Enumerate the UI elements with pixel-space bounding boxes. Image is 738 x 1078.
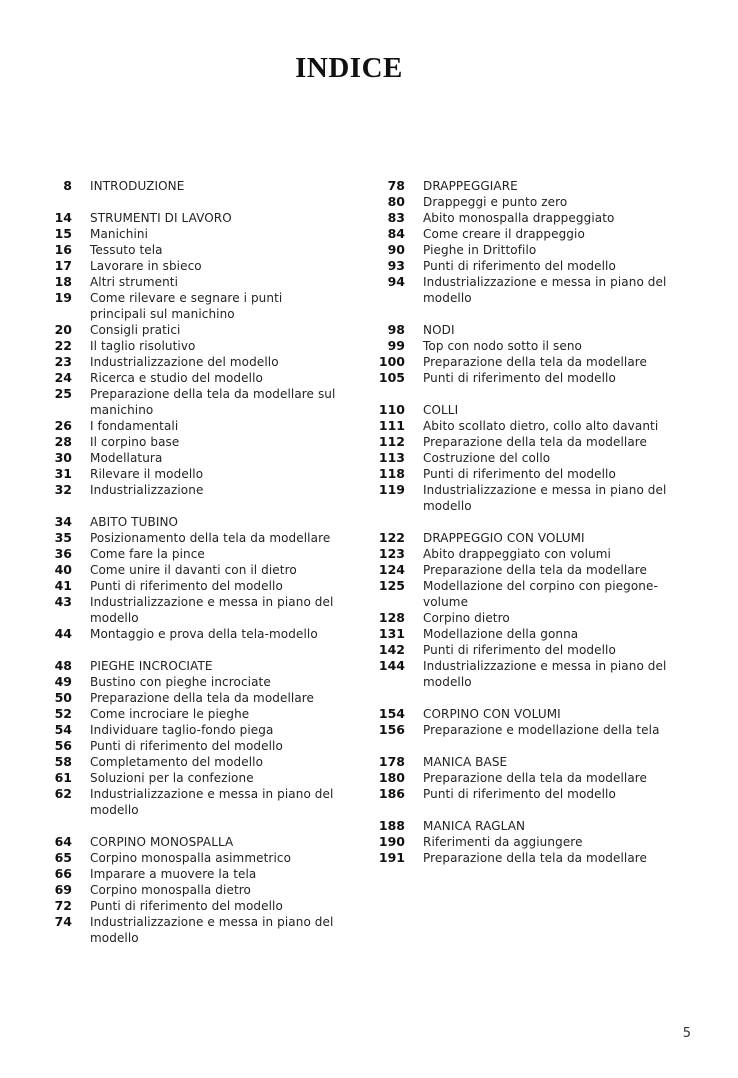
toc-section xyxy=(373,322,673,386)
toc-entry[interactable] xyxy=(40,258,340,274)
toc-entry-title: Top con nodo sotto il seno xyxy=(423,339,582,353)
toc-entry[interactable] xyxy=(373,434,673,450)
toc-entry-title: Come incrociare le pieghe xyxy=(90,707,250,721)
toc-page-number: 131 xyxy=(378,626,405,641)
toc-entry[interactable] xyxy=(373,370,673,386)
toc-page-number: 35 xyxy=(54,530,72,545)
toc-section-heading[interactable] xyxy=(373,322,673,338)
toc-entry[interactable] xyxy=(40,626,340,642)
toc-entry[interactable] xyxy=(373,850,673,866)
toc-page-number: 50 xyxy=(54,690,72,705)
page-title: INDICE xyxy=(295,52,403,84)
toc-entry[interactable] xyxy=(373,338,673,354)
toc-page-number: 44 xyxy=(54,626,72,641)
toc-entry-title: Industrializzazione e messa in piano del modello xyxy=(423,483,667,513)
toc-section-heading[interactable] xyxy=(40,514,340,530)
toc-entry[interactable] xyxy=(373,274,673,306)
toc-entry-title: Punti di riferimento del modello xyxy=(423,787,616,801)
toc-page-number: 94 xyxy=(387,274,405,289)
toc-entry[interactable] xyxy=(373,610,673,626)
toc-page-number: 66 xyxy=(54,866,72,881)
toc-section xyxy=(373,706,673,738)
toc-entry-title: Preparazione e modellazione della tela xyxy=(423,723,660,737)
toc-entry[interactable] xyxy=(373,210,673,226)
toc-left-column xyxy=(40,178,340,962)
toc-entry-title: Industrializzazione e messa in piano del modello xyxy=(90,595,334,625)
toc-entry-title: Tessuto tela xyxy=(90,243,163,257)
toc-entry[interactable] xyxy=(373,546,673,562)
toc-entry[interactable] xyxy=(40,290,340,322)
toc-page-number: 62 xyxy=(54,786,72,801)
toc-page-number: 16 xyxy=(54,242,72,257)
toc-entry[interactable] xyxy=(40,242,340,258)
toc-entry-title: Preparazione della tela da modellare xyxy=(423,851,648,865)
toc-entry[interactable] xyxy=(373,482,673,514)
toc-entry[interactable] xyxy=(40,370,340,386)
toc-entry[interactable] xyxy=(40,434,340,450)
toc-entry[interactable] xyxy=(40,226,340,242)
toc-section-heading[interactable] xyxy=(373,178,673,194)
toc-page-number: 19 xyxy=(54,290,72,305)
toc-entry[interactable] xyxy=(40,594,340,626)
toc-entry-title: Il corpino base xyxy=(90,435,180,449)
toc-page-number: 156 xyxy=(378,722,405,737)
toc-entry[interactable] xyxy=(373,642,673,658)
toc-page-number: 98 xyxy=(387,322,405,337)
toc-entry[interactable] xyxy=(373,770,673,786)
toc-page-number: 65 xyxy=(54,850,72,865)
toc-page-number: 186 xyxy=(378,786,405,801)
toc-page-number: 180 xyxy=(378,770,405,785)
toc-entry-title: Consigli pratici xyxy=(90,323,181,337)
toc-page-number: 69 xyxy=(54,882,72,897)
toc-page-number: 112 xyxy=(378,434,405,449)
toc-page-number: 93 xyxy=(387,258,405,273)
toc-entry[interactable] xyxy=(40,546,340,562)
toc-entry[interactable] xyxy=(373,418,673,434)
toc-page-number: 125 xyxy=(378,578,405,593)
toc-page-number: 31 xyxy=(54,466,72,481)
toc-entry[interactable] xyxy=(373,722,673,738)
toc-page-number: 128 xyxy=(378,610,405,625)
toc-page-number: 26 xyxy=(54,418,72,433)
toc-page-number: 14 xyxy=(54,210,72,225)
toc-entry-title: MANICA BASE xyxy=(423,755,508,769)
toc-entry-title: Corpino dietro xyxy=(423,611,510,625)
toc-page-number: 100 xyxy=(378,354,405,369)
toc-page-number: 56 xyxy=(54,738,72,753)
toc-entry-title: Preparazione della tela da modellare xyxy=(423,771,648,785)
toc-entry-title: Punti di riferimento del modello xyxy=(423,467,616,481)
toc-page-number: 34 xyxy=(54,514,72,529)
toc-entry[interactable] xyxy=(373,450,673,466)
toc-section xyxy=(373,402,673,514)
toc-entry-title: Come creare il drappeggio xyxy=(423,227,585,241)
toc-page-number: 144 xyxy=(378,658,405,673)
toc-entry-title: Bustino con pieghe incrociate xyxy=(90,675,271,689)
toc-page-number: 190 xyxy=(378,834,405,849)
toc-page-number: 64 xyxy=(54,834,72,849)
toc-entry[interactable] xyxy=(40,418,340,434)
toc-section xyxy=(373,754,673,802)
toc-entry-title: Preparazione della tela da modellare xyxy=(90,691,315,705)
toc-entry-title: Industrializzazione e messa in piano del modello xyxy=(90,915,334,945)
toc-entry-title: Industrializzazione e messa in piano del modello xyxy=(90,787,334,817)
toc-entry-title: PIEGHE INCROCIATE xyxy=(90,659,213,673)
toc-entry-title: Punti di riferimento del modello xyxy=(423,371,616,385)
toc-page-number: 48 xyxy=(54,658,72,673)
toc-page-number: 83 xyxy=(387,210,405,225)
toc-page-number: 142 xyxy=(378,642,405,657)
toc-entry-title: ABITO TUBINO xyxy=(90,515,179,529)
toc-section xyxy=(40,834,340,946)
toc-entry[interactable] xyxy=(40,898,340,914)
toc-entry-title: I fondamentali xyxy=(90,419,179,433)
toc-page-number: 119 xyxy=(378,482,405,497)
toc-entry-title: Come rilevare e segnare i punti principali sul manichino xyxy=(90,291,283,321)
toc-entry[interactable] xyxy=(373,354,673,370)
toc-entry-title: Abito drappeggiato con volumi xyxy=(423,547,611,561)
toc-entry-title: Punti di riferimento del modello xyxy=(90,899,283,913)
toc-entry-title: Industrializzazione del modello xyxy=(90,355,279,369)
toc-page-number: 191 xyxy=(378,850,405,865)
toc-entry-title: Montaggio e prova della tela-modello xyxy=(90,627,318,641)
toc-entry-title: Manichini xyxy=(90,227,149,241)
toc-section-heading[interactable] xyxy=(40,178,340,194)
toc-entry-title: Corpino monospalla asimmetrico xyxy=(90,851,292,865)
toc-page-number: 124 xyxy=(378,562,405,577)
toc-entry[interactable] xyxy=(40,754,340,770)
toc-entry-title: INTRODUZIONE xyxy=(90,179,185,193)
toc-section-heading[interactable] xyxy=(373,754,673,770)
toc-entry-title: Il taglio risolutivo xyxy=(90,339,196,353)
toc-right-column xyxy=(373,178,673,882)
toc-page-number: 78 xyxy=(387,178,405,193)
toc-entry[interactable] xyxy=(373,658,673,690)
toc-entry-title: Punti di riferimento del modello xyxy=(423,259,616,273)
toc-entry-title: DRAPPEGGIO CON VOLUMI xyxy=(423,531,585,545)
toc-entry[interactable] xyxy=(40,770,340,786)
toc-entry[interactable] xyxy=(40,274,340,290)
toc-page-number: 105 xyxy=(378,370,405,385)
toc-entry-title: CORPINO MONOSPALLA xyxy=(90,835,234,849)
toc-section-heading[interactable] xyxy=(373,530,673,546)
toc-entry-title: Come fare la pince xyxy=(90,547,205,561)
toc-page-number: 90 xyxy=(387,242,405,257)
toc-page-number: 178 xyxy=(378,754,405,769)
toc-entry-title: Abito monospalla drappeggiato xyxy=(423,211,615,225)
toc-entry-title: Pieghe in Drittofilo xyxy=(423,243,537,257)
toc-entry[interactable] xyxy=(373,258,673,274)
toc-page-number: 61 xyxy=(54,770,72,785)
toc-entry-title: Preparazione della tela da modellare xyxy=(423,355,648,369)
toc-page-number: 52 xyxy=(54,706,72,721)
toc-entry-title: Modellatura xyxy=(90,451,163,465)
toc-page-number: 123 xyxy=(378,546,405,561)
toc-section-heading[interactable] xyxy=(40,658,340,674)
toc-page-number: 24 xyxy=(54,370,72,385)
toc-entry-title: Drappeggi e punto zero xyxy=(423,195,568,209)
toc-page-number: 8 xyxy=(63,178,72,193)
toc-page-number: 17 xyxy=(54,258,72,273)
toc-page-number: 72 xyxy=(54,898,72,913)
toc-entry-title: Preparazione della tela da modellare xyxy=(423,435,648,449)
toc-page-number: 18 xyxy=(54,274,72,289)
toc-page-number: 41 xyxy=(54,578,72,593)
toc-entry-title: Industrializzazione xyxy=(90,483,204,497)
toc-section xyxy=(40,514,340,642)
toc-entry-title: Modellazione della gonna xyxy=(423,627,579,641)
toc-entry-title: Riferimenti da aggiungere xyxy=(423,835,583,849)
toc-entry[interactable] xyxy=(373,466,673,482)
toc-page-number: 74 xyxy=(54,914,72,929)
toc-entry-title: Costruzione del collo xyxy=(423,451,551,465)
toc-page-number: 110 xyxy=(378,402,405,417)
toc-entry-title: Industrializzazione e messa in piano del modello xyxy=(423,275,667,305)
toc-entry-title: NODI xyxy=(423,323,455,337)
toc-entry[interactable] xyxy=(40,338,340,354)
toc-entry-title: STRUMENTI DI LAVORO xyxy=(90,211,232,225)
toc-entry[interactable] xyxy=(40,354,340,370)
toc-entry[interactable] xyxy=(40,882,340,898)
toc-entry[interactable] xyxy=(40,722,340,738)
toc-page-number: 25 xyxy=(54,386,72,401)
toc-section xyxy=(373,530,673,690)
toc-page-number: 154 xyxy=(378,706,405,721)
toc-entry[interactable] xyxy=(373,226,673,242)
toc-section xyxy=(40,178,340,194)
toc-entry[interactable] xyxy=(40,578,340,594)
page-number: 5 xyxy=(682,1026,691,1041)
toc-entry-title: Punti di riferimento del modello xyxy=(90,739,283,753)
toc-page-number: 22 xyxy=(54,338,72,353)
toc-page-number: 15 xyxy=(54,226,72,241)
toc-page-number: 113 xyxy=(378,450,405,465)
toc-section-heading[interactable] xyxy=(40,834,340,850)
toc-entry[interactable] xyxy=(373,194,673,210)
toc-page-number: 30 xyxy=(54,450,72,465)
toc-entry-title: DRAPPEGGIARE xyxy=(423,179,518,193)
toc-page-number: 58 xyxy=(54,754,72,769)
toc-page-number: 111 xyxy=(378,418,405,433)
toc-entry-title: Posizionamento della tela da modellare xyxy=(90,531,331,545)
toc-section xyxy=(40,210,340,498)
toc-page-number: 99 xyxy=(387,338,405,353)
toc-entry[interactable] xyxy=(40,322,340,338)
toc-entry-title: Abito scollato dietro, collo alto davanti xyxy=(423,419,659,433)
toc-entry[interactable] xyxy=(40,866,340,882)
toc-entry-title: Industrializzazione e messa in piano del modello xyxy=(423,659,667,689)
toc-page-number: 118 xyxy=(378,466,405,481)
toc-page-number: 40 xyxy=(54,562,72,577)
toc-entry-title: Completamento del modello xyxy=(90,755,264,769)
toc-entry-title: Punti di riferimento del modello xyxy=(90,579,283,593)
toc-entry[interactable] xyxy=(40,466,340,482)
toc-entry[interactable] xyxy=(373,562,673,578)
toc-page-number: 80 xyxy=(387,194,405,209)
toc-entry-title: Come unire il davanti con il dietro xyxy=(90,563,297,577)
toc-section xyxy=(373,818,673,866)
toc-entry-title: Ricerca e studio del modello xyxy=(90,371,263,385)
toc-entry-title: Punti di riferimento del modello xyxy=(423,643,616,657)
toc-page-number: 54 xyxy=(54,722,72,737)
toc-entry-title: Preparazione della tela da modellare xyxy=(423,563,648,577)
toc-entry[interactable] xyxy=(40,386,340,418)
toc-entry[interactable] xyxy=(40,674,340,690)
toc-entry[interactable] xyxy=(40,562,340,578)
toc-entry-title: Individuare taglio-fondo piega xyxy=(90,723,274,737)
toc-entry[interactable] xyxy=(40,706,340,722)
toc-entry-title: Rilevare il modello xyxy=(90,467,204,481)
toc-entry[interactable] xyxy=(40,738,340,754)
toc-page-number: 32 xyxy=(54,482,72,497)
toc-entry-title: COLLI xyxy=(423,403,459,417)
toc-page-number: 49 xyxy=(54,674,72,689)
toc-entry[interactable] xyxy=(40,482,340,498)
toc-section xyxy=(40,658,340,818)
toc-entry[interactable] xyxy=(373,626,673,642)
toc-section-heading[interactable] xyxy=(373,402,673,418)
toc-entry[interactable] xyxy=(373,834,673,850)
toc-page-number: 28 xyxy=(54,434,72,449)
toc-page-number: 122 xyxy=(378,530,405,545)
toc-page-number: 20 xyxy=(54,322,72,337)
toc-entry-title: CORPINO CON VOLUMI xyxy=(423,707,561,721)
toc-section-heading[interactable] xyxy=(373,706,673,722)
toc-entry[interactable] xyxy=(40,850,340,866)
toc-entry-title: Lavorare in sbieco xyxy=(90,259,202,273)
toc-entry-title: Modellazione del corpino con piegone-volume xyxy=(423,579,658,609)
toc-page-number: 188 xyxy=(378,818,405,833)
toc-entry-title: Corpino monospalla dietro xyxy=(90,883,251,897)
toc-section xyxy=(373,178,673,306)
toc-entry[interactable] xyxy=(40,690,340,706)
toc-entry[interactable] xyxy=(373,786,673,802)
toc-page-number: 43 xyxy=(54,594,72,609)
toc-section-heading[interactable] xyxy=(373,818,673,834)
toc-entry-title: Preparazione della tela da modellare sul manichino xyxy=(90,387,336,417)
toc-entry[interactable] xyxy=(373,578,673,610)
toc-page-number: 84 xyxy=(387,226,405,241)
toc-entry[interactable] xyxy=(40,786,340,818)
toc-entry[interactable] xyxy=(40,450,340,466)
toc-section-heading[interactable] xyxy=(40,210,340,226)
toc-entry[interactable] xyxy=(40,530,340,546)
toc-entry-title: Soluzioni per la confezione xyxy=(90,771,254,785)
toc-page-number: 23 xyxy=(54,354,72,369)
toc-entry-title: MANICA RAGLAN xyxy=(423,819,526,833)
toc-entry-title: Imparare a muovere la tela xyxy=(90,867,257,881)
toc-entry[interactable] xyxy=(373,242,673,258)
toc-entry[interactable] xyxy=(40,914,340,946)
toc-page-number: 36 xyxy=(54,546,72,561)
toc-entry-title: Altri strumenti xyxy=(90,275,179,289)
